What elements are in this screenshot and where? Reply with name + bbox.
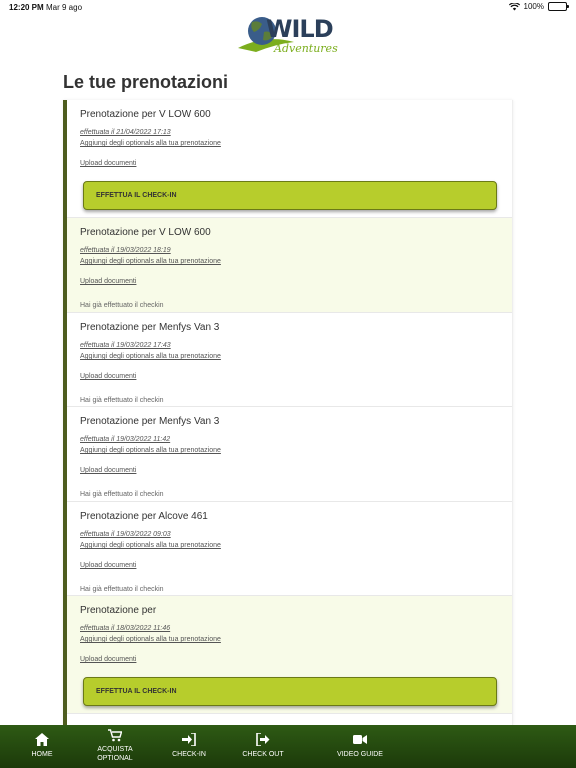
booking-date: effettuata il 19/03/2022 09:03 xyxy=(80,531,171,538)
nav-optional-label: OPTIONAL xyxy=(97,755,133,762)
nav-home-label: HOME xyxy=(31,751,53,758)
booking-title: Prenotazione per xyxy=(80,605,157,616)
add-optionals-link[interactable]: Aggiungi degli optionals alla tua prenotazione xyxy=(80,258,221,265)
booking-title: Prenotazione per Menfys Van 3 xyxy=(80,322,220,333)
booking-date: effettuata il 21/04/2022 17:13 xyxy=(80,129,171,136)
upload-documents-link[interactable]: Upload documenti xyxy=(80,278,137,285)
booking-date: effettuata il 19/03/2022 11:42 xyxy=(80,436,171,443)
booking-title: Prenotazione per V LOW 600 xyxy=(80,227,211,238)
checkin-button[interactable]: EFFETTUA IL CHECK-IN xyxy=(83,181,497,210)
add-optionals-link[interactable]: Aggiungi degli optionals alla tua prenotazione xyxy=(80,140,221,147)
booking-title: Prenotazione per V LOW 600 xyxy=(80,109,211,120)
nav-acquista-label: ACQUISTA xyxy=(97,746,133,753)
booking-date: effettuata il 18/03/2022 11:46 xyxy=(80,625,171,632)
booking-date: effettuata il 19/03/2022 18:19 xyxy=(80,247,171,254)
battery-icon xyxy=(548,2,567,11)
upload-documents-link[interactable]: Upload documenti xyxy=(80,562,137,569)
booking-card xyxy=(67,596,513,714)
checkin-done-status: Hai già effettuato il checkin xyxy=(80,397,164,404)
booking-card xyxy=(67,407,513,502)
status-date: Mar 9 ago xyxy=(46,3,83,12)
nav-checkout[interactable] xyxy=(236,725,290,768)
upload-documents-link[interactable]: Upload documenti xyxy=(80,373,137,380)
add-optionals-link[interactable]: Aggiungi degli optionals alla tua prenotazione xyxy=(80,636,221,643)
bottom-nav xyxy=(0,725,576,768)
sign-out-icon xyxy=(256,733,270,746)
logo-word: WILD xyxy=(266,15,333,43)
checkin-done-status: Hai già effettuato il checkin xyxy=(80,302,164,309)
upload-documents-link[interactable]: Upload documenti xyxy=(80,467,137,474)
booking-title: Prenotazione per Alcove 461 xyxy=(80,511,208,522)
sign-in-icon xyxy=(182,733,196,746)
status-time: 12:20 PM xyxy=(9,3,44,12)
nav-checkin[interactable] xyxy=(165,725,213,768)
battery-percent: 100% xyxy=(523,2,544,11)
cart-icon xyxy=(108,729,122,742)
home-icon xyxy=(35,733,49,746)
nav-home[interactable] xyxy=(20,725,64,768)
upload-documents-link[interactable]: Upload documenti xyxy=(80,160,137,167)
nav-acquista-optional[interactable] xyxy=(90,725,140,768)
nav-checkout-label: CHECK OUT xyxy=(242,751,284,758)
nav-video-label: VIDEO GUIDE xyxy=(337,751,383,758)
booking-card xyxy=(67,100,513,218)
booking-card xyxy=(67,502,513,596)
logo-tagline: Adventures xyxy=(274,42,338,55)
status-right xyxy=(509,2,567,11)
video-camera-icon xyxy=(353,734,367,745)
add-optionals-link[interactable]: Aggiungi degli optionals alla tua prenotazione xyxy=(80,353,221,360)
add-optionals-link[interactable]: Aggiungi degli optionals alla tua prenotazione xyxy=(80,542,221,549)
nav-checkin-label: CHECK-IN xyxy=(172,751,206,758)
upload-documents-link[interactable]: Upload documenti xyxy=(80,656,137,663)
wild-adventures-logo[interactable] xyxy=(236,12,342,60)
booking-card xyxy=(67,218,513,313)
nav-video-guide[interactable] xyxy=(330,725,390,768)
page-title: Le tue prenotazioni xyxy=(63,72,229,92)
checkin-done-status: Hai già effettuato il checkin xyxy=(80,586,164,593)
checkin-done-status: Hai già effettuato il checkin xyxy=(80,491,164,498)
booking-date: effettuata il 19/03/2022 17:43 xyxy=(80,342,171,349)
bookings-list[interactable] xyxy=(63,100,513,725)
booking-title: Prenotazione per Menfys Van 3 xyxy=(80,416,220,427)
add-optionals-link[interactable]: Aggiungi degli optionals alla tua prenotazione xyxy=(80,447,221,454)
wifi-icon xyxy=(509,3,520,11)
checkin-button[interactable]: EFFETTUA IL CHECK-IN xyxy=(83,677,497,706)
booking-card xyxy=(67,313,513,407)
